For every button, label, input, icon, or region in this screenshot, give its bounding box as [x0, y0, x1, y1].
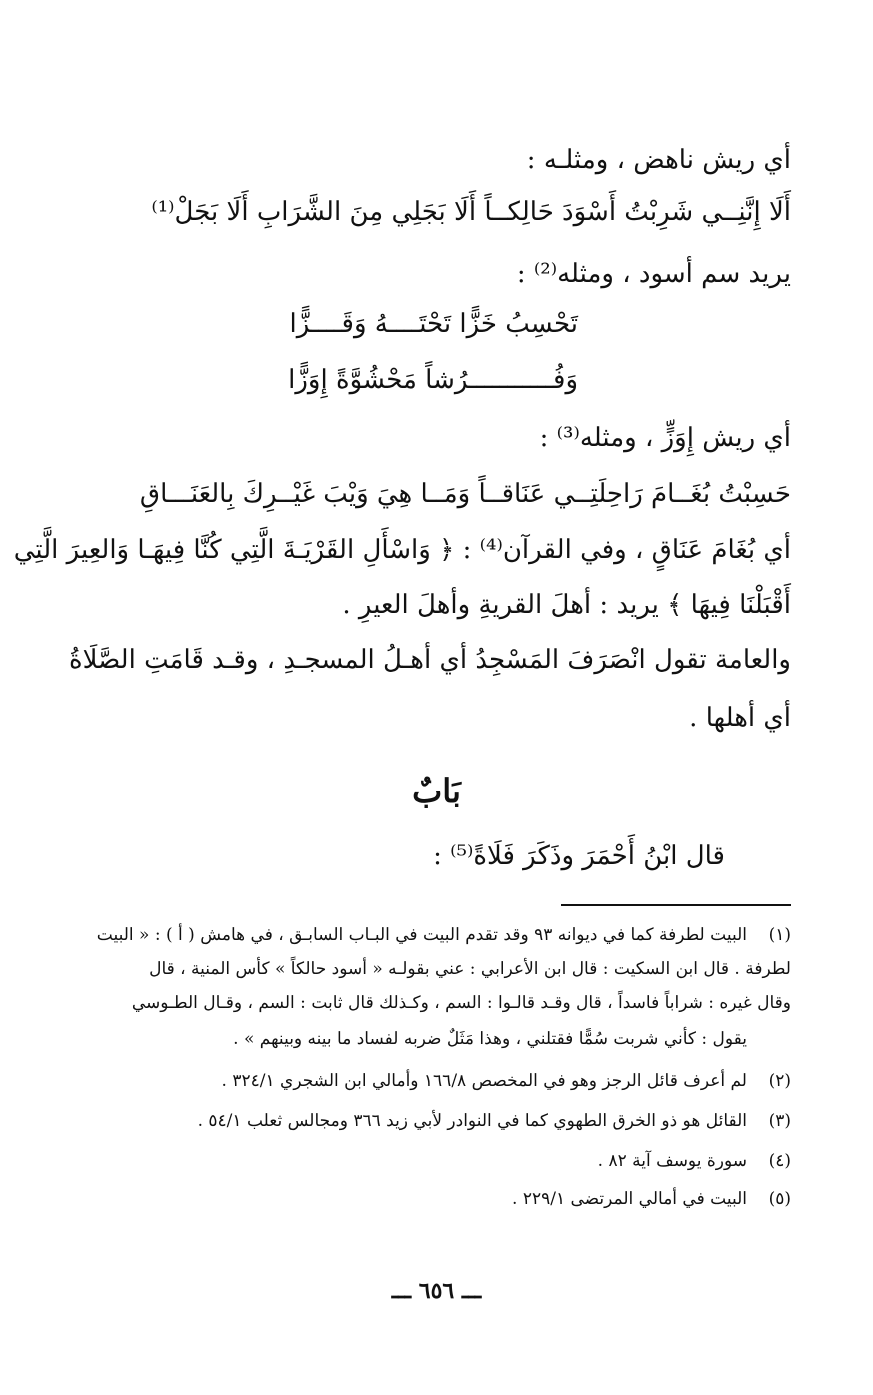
- footnote-number: (١): [768, 925, 791, 945]
- footnote-1: [50, 920, 791, 950]
- footnote-5: [50, 1184, 791, 1214]
- body-line-1: أي ريش ناهض ، ومثلـه :: [526, 145, 791, 175]
- footnote-text: سورة يوسف آية ٨٢ .: [597, 1151, 747, 1171]
- body-line-3: أي ريش إِوَزٍّ ، ومثله⁽³⁾ :: [539, 423, 791, 453]
- footnote-text: البيت في أمالي المرتضى ٢٢٩/١ .: [512, 1189, 747, 1209]
- body-line-7: أي أهلها .: [689, 703, 791, 733]
- footnote-text: لم أعرف قائل الرجز وهو في المخصص ١٦٦/٨ وأمالي ابن الشجري ٣٢٤/١ .: [221, 1071, 747, 1091]
- footnote-number: (٣): [768, 1111, 791, 1131]
- footnote-separator: [561, 904, 791, 906]
- footnote-text: القائل هو ذو الخرق الطهوي كما في النوادر لأبي زيد ٣٦٦ ومجالس ثعلب ٥٤/١ .: [197, 1111, 747, 1131]
- body-line-6: والعامة تقول انْصَرَفَ المَسْجِدُ أي أهـلُ المسجـدِ ، وقـد قَامَتِ الصَّلَاةُ: [68, 645, 791, 675]
- footnote-2: [50, 1066, 791, 1096]
- verse-line-2: حَسِبْتُ بُغَــامَ رَاحِلَتِــي عَنَاقــاً وَمَــا هِيَ وَيْبَ غَيْــرِكَ بِالعَنَـــاقِ: [139, 479, 791, 509]
- footnote-number: (٥): [768, 1189, 791, 1209]
- footnote-4: [50, 1146, 791, 1176]
- footnote-number: (٤): [768, 1151, 791, 1171]
- rajaz-line-2: وَفُـــــــــــرُشاً مَحْشُوَّةً إِوَزًّا: [288, 365, 578, 395]
- footnote-3: [50, 1106, 791, 1136]
- footnote-text: البيت لطرفة كما في ديوانه ٩٣ وقد تقدم البيت في البـاب السابـق ، في هامش ( أ ) : « البيت: [96, 925, 747, 945]
- footnote-number: (٢): [768, 1071, 791, 1091]
- rajaz-line-1: تَحْسِبُ خَزًّا تَحْتَــــهُ وَقَــــزًّا: [289, 309, 578, 339]
- page-number: ـــ ٦٥٦ ـــ: [391, 1278, 482, 1304]
- footnote-1-cont-2: وقال غيره : شراباً فاسداً ، قال وقـد قالـوا : السم ، وكـذلك قال ثابت : السم ، وقـال الطـوسي: [131, 993, 791, 1013]
- section-intro: قال ابْنُ أَحْمَرَ وذَكَرَ فَلَاةً⁽⁵⁾ :: [433, 841, 725, 871]
- body-line-5: أَقْبَلْنَا فِيهَا ﴾ يريد : أهلَ القريةِ وأهلَ العيرِ .: [342, 590, 791, 620]
- section-heading: بَابٌ: [412, 772, 461, 810]
- footnote-1-cont-1: لطرفة . قال ابن السكيت : قال ابن الأعرابي : عني بقولـه « أسود حالكاً » كأس المنية ، قال: [149, 959, 791, 979]
- verse-line-1: أَلَا إِنَّنِــي شَرِبْتُ أَسْوَدَ حَالِكــاً أَلَا بَجَلِي مِنَ الشَّرَابِ أَلَا بَجَلْ⁽¹⁾: [151, 197, 791, 227]
- body-line-4: أي بُغَامَ عَنَاقٍ ، وفي القرآن⁽⁴⁾ : ﴿ وَاسْأَلِ القَرْيَـةَ الَّتِي كُنَّا فِيهَـا وَالعِيرَ الَّتِي: [13, 535, 791, 565]
- body-line-2: يريد سم أسود ، ومثله⁽²⁾ :: [516, 259, 791, 289]
- footnote-1-cont-3: يقول : كأني شربت سُمًّا فقتلني ، وهذا مَثَلٌ ضربه لفساد ما بينه وبينهم » .: [233, 1029, 747, 1049]
